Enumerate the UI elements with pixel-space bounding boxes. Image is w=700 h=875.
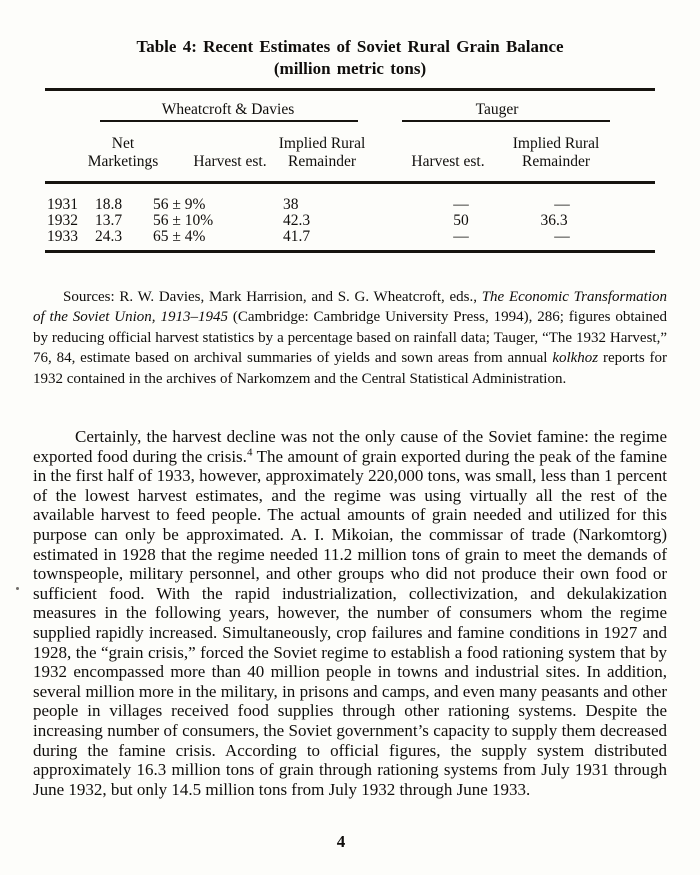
column-header-harvest-est-wd [193,135,266,171]
scan-speck [16,587,19,590]
year-cell: 1931 [47,196,78,213]
table-title: Table 4: Recent Estimates of Soviet Rural Grain Balance [136,37,564,56]
sources-text: (Cambridge: Cambridge University Press, 1994), 286; figures obtained by reducing official harvest statistics by a percentage based on rainfall data; Tauger, “The 1932 Harvest,” 76, 84, estimate based on archival summaries of yields and sown areas from annual [33,309,667,367]
column-header-net-marketings [88,135,159,171]
implied-remainder-tauger-cell: — [554,228,570,245]
implied-remainder-wd-cell: 41.7 [283,228,311,245]
year-cell: 1933 [47,228,78,245]
net-marketings-cell: 24.3 [95,228,123,245]
harvest-est-tauger-cell: — [453,228,469,245]
column-header-line: Net [111,135,135,152]
column-header-harvest-est-tauger [411,135,484,171]
group-header-tauger: Tauger [475,101,519,118]
group-underline-wheatcroft-davies [100,120,358,122]
group-underline-tauger [402,120,610,122]
body-text: The amount of grain exported during the peak of the famine in the first half of 1933, however, approximately 220,000 tons, was small, less than 1 percent of the lowest harvest estimates, and the regime was using virtually all the rest of the available harvest to feed people. The actual amounts of grain needed and utilized for this purpose can only be approximated. A. I. Mikoian, the commissar of trade (Narkomtorg) estimated in 1928 that the regime needed 11.2 million tons of grain to meet the demands of townspeople, military personnel, and other groups who did not produce their own food or sufficient food. With the rapid industrialization, collectivization, and dekulakization measures in the following years, however, the number of consumers whom the regime supplied rapidly increased. Simultaneously, crop failures and famine conditions in 1927 and 1928, the “grain crisis,” forced the Soviet regime to establish a food rationing system that by 1932 encompassed more than 40 million people in towns and industrial sites. In addition, several million more in the military, in prisons and camps, and even many peasants and other people in villages received food supplies through other rationing systems. Despite the increasing number of consumers, the Soviet government’s capacity to supply them decreased during the famine crisis. According to official figures, the supply system distributed approximately 16.3 million tons of grain through rationing systems from July 1931 through June 1932, but only 14.5 million tons from July 1932 through June 1933. [33,446,667,799]
body-text: Certainly, the harvest decline was not the only cause of the Soviet famine: the regime exported food during the crisis. [33,427,667,466]
harvest-est-wd-cell: 56 ± 9% [153,196,206,213]
column-header-implied-rural-remainder-wd [279,135,366,171]
body-paragraph [33,427,667,799]
footnote-marker: 4 [246,445,253,458]
harvest-est-wd-cell: 56 ± 10% [153,212,214,229]
table-title-block [0,36,700,80]
group-header-wheatcroft-davies: Wheatcroft & Davies [161,101,295,118]
column-header-line: Harvest est. [193,153,267,170]
implied-remainder-wd-cell: 38 [283,196,299,213]
page-number: 4 [336,832,346,851]
sources-book-title: The Economic Transformation of the Soviet Union, 1913–1945 [33,289,668,326]
year-cell: 1932 [47,212,78,229]
harvest-est-wd-cell: 65 ± 4% [153,228,206,245]
net-marketings-cell: 13.7 [95,212,123,229]
column-header-line: Marketings [87,153,159,170]
column-header-line: Implied Rural [512,135,600,152]
harvest-est-tauger-cell: — [453,196,469,213]
implied-remainder-tauger-cell: 36.3 [540,212,568,229]
column-header-line: Remainder [521,153,590,170]
sources-kolkhoz-italic: kolkhoz [552,350,599,367]
column-header-line [411,135,484,153]
table-bottom-rule [45,250,655,253]
column-header-line [193,135,266,153]
table-top-rule [45,88,655,91]
sources-text: reports for 1932 contained in the archives of Narkomzem and the Central Statistical Administration. [33,350,667,387]
net-marketings-cell: 18.8 [95,196,123,213]
sources-text: Sources: R. W. Davies, Mark Harrision, and S. G. Wheatcroft, eds., [63,289,482,305]
column-header-line: Harvest est. [411,153,485,170]
harvest-est-tauger-cell: 50 [453,212,469,229]
sources-note [33,287,667,389]
table-subtitle: (million metric tons) [273,59,427,78]
column-header-line: Remainder [287,153,356,170]
table-header-rule [45,181,655,184]
column-header-line: Implied Rural [278,135,366,152]
implied-remainder-tauger-cell: — [554,196,570,213]
implied-remainder-wd-cell: 42.3 [283,212,311,229]
column-header-implied-rural-remainder-tauger [513,135,600,171]
